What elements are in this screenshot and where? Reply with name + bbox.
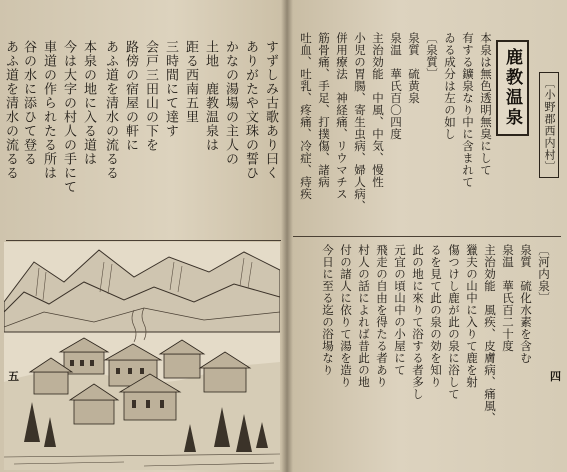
right-text-column: 有する鑛泉なり中に含まれて [461,32,475,188]
left-text-column: 距る西南五里 [183,40,198,124]
location-label: 〔小野郡西内村〕 [539,72,559,178]
left-text-column: 路傍の宿屋の軒に [123,40,138,152]
page-number: 五 [8,370,19,383]
divider [293,236,561,237]
right-text-column: 泉質 硫化水素を含む [519,244,533,364]
left-text-column: 今は大字の村人の手にて [61,40,76,194]
left-text-column: あふ道を清水の流るる [3,40,18,180]
right-text-column: 〔河内泉〕 [537,244,551,304]
left-text-column: すずしみ古歌あり曰く [263,40,278,180]
hot-spring-illustration [4,242,280,470]
right-text-column: 元宜の頃山中の小屋にて [393,244,407,376]
right-text-column: るを見て此の泉の効を知り [429,244,443,388]
right-text-column: 村人の話によれば昔此の地 [357,244,371,388]
right-text-column: 飛走の自由を得たる者あり [375,244,389,388]
page-number: 四 [550,370,561,383]
right-text-column: 筋骨痛、手足、打撲傷、諸病 [317,32,331,188]
right-text-column: 主治効能 風疾、皮膚病、痛風、 [483,244,497,424]
left-text-column: 三時間にて達す [163,40,178,138]
left-text-column: 車道の作られたる所は [41,40,56,180]
left-text-column: 谷の水に添ひて登る [21,40,36,166]
right-page [287,0,567,472]
right-text-column: 本泉は無色透明無臭にして [479,32,493,176]
left-text-column: あふ道を清水の流るる [103,40,118,180]
right-text-column: 今日に至る迄の浴場なり [321,244,335,376]
left-text-column: 土地 鹿教温泉は [203,40,218,152]
left-text-column: 本泉の地に入る道は [81,40,96,166]
left-text-column: 会戸三田山の下を [143,40,158,152]
right-text-column: 傷つけし鹿が此の泉に浴して [447,244,461,400]
right-text-column: 泉温 華氏百〇四度 [389,32,403,140]
right-text-column: 付の諸人に依りて湯を造り [339,244,353,388]
right-text-column: ゐる成分は左の如し [443,32,457,140]
left-text-column: ありがたや文珠の誓ひ [243,40,258,180]
right-text-column: 此の地に來りて浴する者多し [411,244,425,400]
divider [6,240,281,241]
right-text-column: 小児の胃腸、寄生虫病、婦人病、 [353,32,367,212]
left-text-column: かなの湯場の主人の [223,40,238,166]
book-gutter [281,0,293,472]
section-title: 鹿教温泉 [496,40,529,136]
right-text-column: 泉質 硫黄泉 [407,32,421,104]
right-text-column: 主治効能 中風、中気、慢性 [371,32,385,188]
right-text-column: 泉温 華氏百二十度 [501,244,515,352]
right-text-column: 獵夫の山中に入りて鹿を射 [465,244,479,388]
right-text-column: 併用療法 神経痛、リウマチス [335,32,349,200]
right-text-column: 吐血、吐乳、疼痛、冷症、痔疾 [299,32,313,200]
right-text-column: 〔泉質〕 [425,32,439,80]
